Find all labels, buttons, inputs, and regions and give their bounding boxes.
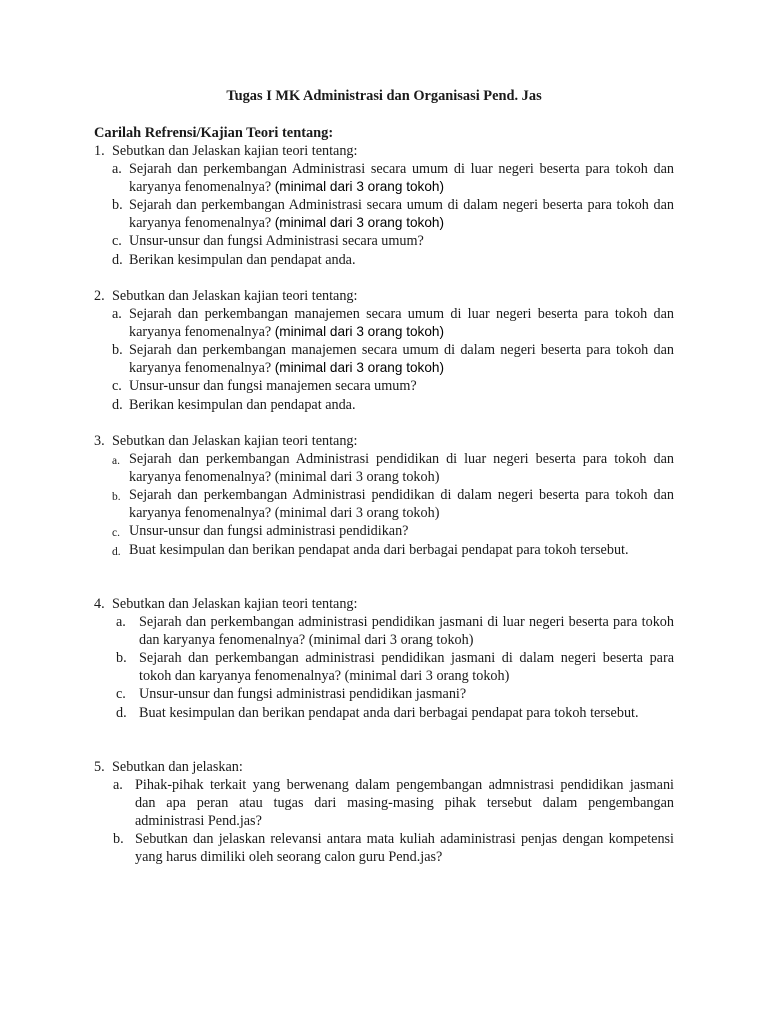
item-text: Sejarah dan perkembangan Administrasi pendidikan di luar negeri beserta para tokoh dan karyanya fenomenalnya? (minimal dari 3 orang tokoh) xyxy=(129,451,674,486)
item-letter: d. xyxy=(116,704,127,721)
item-text: Sejarah dan perkembangan Administrasi secara umum di luar negeri beserta para tokoh dan karyanya fenomenalnya? xyxy=(129,161,674,196)
list-item xyxy=(0,396,674,414)
question-5 xyxy=(0,758,768,867)
item-letter: c. xyxy=(112,378,122,395)
question-2 xyxy=(0,287,768,414)
list-item xyxy=(0,541,674,559)
list-item xyxy=(0,704,674,722)
list-item xyxy=(0,305,674,341)
list-item xyxy=(0,613,674,649)
item-letter: b. xyxy=(116,650,127,667)
item-text: Unsur-unsur dan fungsi Administrasi secara umum? xyxy=(129,233,424,250)
item-tail: (minimal dari 3 orang tokoh) xyxy=(274,215,444,231)
question-text: Sebutkan dan Jelaskan kajian teori tentang: xyxy=(112,433,358,449)
list-item xyxy=(0,486,674,522)
item-tail: (minimal dari 3 orang tokoh) xyxy=(274,179,444,195)
item-letter: c. xyxy=(112,527,120,540)
list-item xyxy=(0,649,674,685)
item-text: Unsur-unsur dan fungsi administrasi pendidikan jasmani? xyxy=(139,686,467,703)
page-title: Tugas I MK Administrasi dan Organisasi Pend. Jas xyxy=(226,88,542,104)
item-text: Sejarah dan perkembangan Administrasi pendidikan di dalam negeri beserta para tokoh dan karyanya fenomenalnya? (minimal dari 3 orang tokoh) xyxy=(129,487,674,522)
question-text: Sebutkan dan Jelaskan kajian teori tentang: xyxy=(112,143,358,159)
item-letter: a. xyxy=(112,161,122,178)
page-subtitle: Carilah Refrensi/Kajian Teori tentang: xyxy=(94,125,334,141)
question-text: Sebutkan dan Jelaskan kajian teori tentang: xyxy=(112,596,358,612)
item-text: Unsur-unsur dan fungsi administrasi pendidikan? xyxy=(129,523,409,540)
question-text: Sebutkan dan jelaskan: xyxy=(112,759,243,775)
list-item xyxy=(0,776,674,830)
item-text: Berikan kesimpulan dan pendapat anda. xyxy=(129,251,356,268)
item-letter: c. xyxy=(116,686,126,703)
item-letter: d. xyxy=(112,396,123,413)
list-item xyxy=(0,450,674,486)
item-text: Unsur-unsur dan fungsi manajemen secara umum? xyxy=(129,378,417,395)
item-letter: b. xyxy=(112,491,121,504)
item-letter: b. xyxy=(112,342,123,359)
item-tail: (minimal dari 3 orang tokoh) xyxy=(274,360,444,376)
item-letter: a. xyxy=(112,306,122,323)
list-item xyxy=(0,232,674,250)
item-letter: a. xyxy=(116,614,126,631)
list-item xyxy=(0,341,674,377)
item-text: Sejarah dan perkembangan administrasi pendidikan jasmani di luar negeri beserta para tokoh dan karyanya fenomenalnya? (minimal dari 3 orang tokoh) xyxy=(139,614,674,649)
list-item xyxy=(0,196,674,232)
item-letter: d. xyxy=(112,251,123,268)
item-text: Buat kesimpulan dan berikan pendapat anda dari berbagai pendapat para tokoh tersebut. xyxy=(139,704,639,721)
item-text: Pihak-pihak terkait yang berwenang dalam pengembangan admnistrasi pendidikan jasmani dan apa peran atau tugas dari masing-masing pihak tersebut dalam pengembangan administrasi Pend.jas? xyxy=(135,777,674,830)
item-letter: c. xyxy=(112,233,122,250)
item-text: Buat kesimpulan dan berikan pendapat anda dari berbagai pendapat para tokoh tersebut. xyxy=(129,541,629,558)
item-tail: (minimal dari 3 orang tokoh) xyxy=(274,324,444,340)
item-letter: d. xyxy=(112,545,121,558)
question-number: 2. xyxy=(94,288,105,304)
item-text: Sejarah dan perkembangan manajemen secara umum di dalam negeri beserta para tokoh dan karyanya fenomenalnya? xyxy=(129,342,674,377)
list-item xyxy=(0,160,674,196)
list-item xyxy=(0,830,674,866)
item-letter: a. xyxy=(112,455,120,468)
list-item xyxy=(0,251,674,269)
item-letter: a. xyxy=(113,777,123,794)
question-text: Sebutkan dan Jelaskan kajian teori tentang: xyxy=(112,288,358,304)
question-number: 5. xyxy=(94,759,105,775)
item-letter: b. xyxy=(113,831,124,848)
question-4 xyxy=(0,595,768,722)
question-number: 4. xyxy=(94,596,105,612)
item-letter: b. xyxy=(112,197,123,214)
list-item xyxy=(0,377,674,395)
question-number: 3. xyxy=(94,433,105,449)
question-number: 1. xyxy=(94,143,105,159)
question-1 xyxy=(0,142,768,269)
item-text: Sejarah dan perkembangan manajemen secara umum di luar negeri beserta para tokoh dan karyanya fenomenalnya? xyxy=(129,306,674,341)
item-text: Sejarah dan perkembangan administrasi pendidikan jasmani di dalam negeri beserta para tokoh dan karyanya fenomenalnya? (minimal dari 3 orang tokoh) xyxy=(139,650,674,685)
question-3 xyxy=(0,432,768,559)
list-item xyxy=(0,685,674,703)
item-text: Sejarah dan perkembangan Administrasi secara umum di dalam negeri beserta para tokoh dan karyanya fenomenalnya? xyxy=(129,197,674,232)
list-item xyxy=(0,522,674,540)
item-text: Sebutkan dan jelaskan relevansi antara mata kuliah adaministrasi penjas dengan kompetensi yang harus dimiliki oleh seorang calon guru Pend.jas? xyxy=(135,831,674,866)
item-text: Berikan kesimpulan dan pendapat anda. xyxy=(129,396,356,413)
